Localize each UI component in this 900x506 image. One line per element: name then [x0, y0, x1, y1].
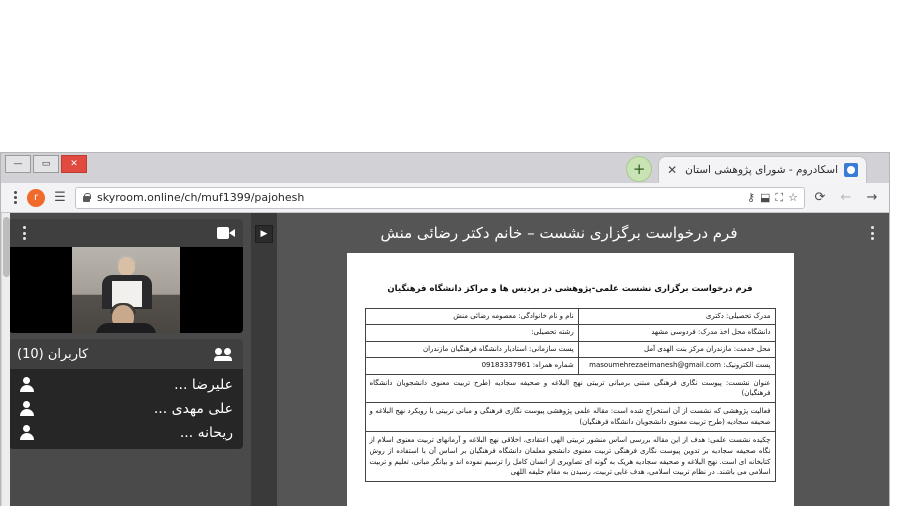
tab-close-icon[interactable]: ✕ — [667, 163, 678, 177]
document-paragraph-source-activity: فعالیت پژوهشی که نشست از آن استخراج شده است: مقاله علمی پژوهشی پیوست نگاری فرهنگی و مبانی تربیتی با رویکرد نهج البلاغه و صحیفه سجادیه (طرح تربیت معنوی دانشجویان دانشگاه فرهنگیان) — [365, 403, 776, 432]
participants-panel — [9, 339, 243, 449]
table-row — [365, 325, 775, 341]
tab-strip — [1, 153, 889, 183]
tab-favicon-icon — [844, 163, 858, 177]
video-panel-header — [9, 219, 243, 247]
translate-icon[interactable]: ⬓ — [760, 191, 771, 204]
table-row — [365, 358, 775, 374]
maximize-button[interactable]: ▭ — [33, 155, 59, 173]
table-cell: شماره همراه: 09183337961 — [365, 358, 578, 374]
reload-icon[interactable]: ⟳ — [814, 190, 826, 205]
applicant-info-table — [365, 308, 776, 375]
participants-list — [9, 369, 243, 449]
person-icon — [19, 401, 34, 417]
profile-avatar[interactable]: r — [27, 189, 45, 207]
table-cell: رشته تحصیلی: — [365, 325, 578, 341]
browser-tab[interactable] — [658, 156, 867, 183]
browser-menu-icon[interactable] — [7, 191, 23, 204]
stage-left-strip — [251, 213, 277, 506]
shared-document — [347, 253, 794, 506]
list-item[interactable] — [9, 421, 243, 445]
person-icon — [19, 425, 34, 441]
video-person-head — [118, 257, 135, 276]
key-icon[interactable]: ⚷ — [746, 191, 756, 204]
video-stream — [72, 247, 180, 333]
forward-icon[interactable]: ← — [840, 190, 852, 205]
shared-document-viewport[interactable] — [251, 253, 889, 506]
document-paragraph-session-title: عنوان نشست: پیوست نگاری فرهنگی مبتنی برمبانی تربیتی نهج البلاغه و صحیفه سجادیه (طرح تربیت معنوی دانشجویان دانشگاه فرهنگیان) — [365, 375, 776, 404]
window-controls — [5, 155, 87, 173]
table-cell: مدرک تحصیلی: دکتری — [578, 308, 775, 324]
video-panel — [9, 219, 243, 333]
url-text: skyroom.online/ch/muf1399/pajohesh — [97, 191, 305, 204]
minimize-button[interactable]: — — [5, 155, 31, 173]
stage-menu-icon[interactable] — [865, 226, 879, 240]
person-icon — [19, 377, 34, 393]
meeting-sidebar — [1, 213, 251, 506]
video-tile[interactable] — [9, 247, 243, 333]
page-scrollbar[interactable] — [1, 213, 10, 506]
table-row — [365, 341, 775, 357]
video-person2-body — [96, 323, 156, 333]
new-tab-button[interactable]: + — [626, 156, 652, 182]
participants-title: کاربران (10) — [17, 346, 89, 362]
bookmark-star-icon[interactable]: ☆ — [788, 191, 798, 204]
navigation-bar — [1, 183, 889, 213]
tab-title: اسکادروم - شورای پژوهشی استان — [685, 164, 838, 176]
back-icon[interactable]: → — [866, 190, 878, 205]
video-panel-menu-icon[interactable] — [17, 226, 31, 240]
meeting-stage — [251, 213, 889, 506]
address-bar[interactable] — [75, 187, 805, 209]
table-row — [365, 308, 775, 324]
participant-name: علی مهدی ... — [153, 401, 233, 417]
scrollbar-thumb[interactable] — [3, 217, 10, 277]
table-cell: پست الکترونیک: masoumehrezaeimanesh@gmail.com — [578, 358, 775, 374]
meeting-page — [1, 213, 889, 506]
document-title: فرم درخواست برگزاری نشست علمی-پژوهشی در پردیس ها و مراکز دانشگاه فرهنگیان — [387, 284, 753, 294]
camera-icon — [217, 227, 235, 239]
table-cell: نام و نام خانوادگی: معصومه رضائی منش — [365, 308, 578, 324]
play-presentation-button[interactable]: ▶ — [255, 225, 273, 243]
stage-header — [251, 213, 889, 253]
document-paragraph-abstract: چکیده نشست علمی: هدف از این مقاله بررسی اساس منشور تربیتی الهی اعتقادی، اخلاقی نهج البلاغه و آرمانهای تربیت معنوی اسلام از نگاه صحیفه سجادیه بر تدوین پیوست نگاری فرهنگی تربیت معنوی دانشجو معلمان دانشگاه فرهنگیان بر اساس آن با استفاده از روش کتابخانه ای است. نهج البلاغه و صحیفه سجادیه هریک به گونه ای تصاویری از انسان کامل را ترسیم نموده اند و بیانگر مبانی، تعلیم و تربیت اسلامی می باشند. در نظام تربیت اسلامی، هدف غایی تربیت، رسیدن به مقام خلیفه اللهی — [365, 432, 776, 482]
list-item[interactable] — [9, 397, 243, 421]
close-button[interactable]: ✕ — [61, 155, 87, 173]
list-item[interactable] — [9, 373, 243, 397]
table-cell: دانشگاه محل اخذ مدرک: فردوسی مشهد — [578, 325, 775, 341]
browser-window — [0, 152, 890, 506]
lock-icon — [82, 192, 91, 203]
presentation-title: فرم درخواست برگزاری نشست – خانم دکتر رضائی منش — [380, 224, 738, 242]
table-cell: محل خدمت: مازندران مرکز بنت الهدی آمل — [578, 341, 775, 357]
reading-list-icon[interactable]: ☰ — [54, 190, 66, 205]
participants-header — [9, 339, 243, 369]
people-icon — [215, 348, 235, 361]
participant-name: علیرضا ... — [174, 377, 233, 393]
address-bar-actions — [747, 192, 798, 203]
zoom-icon[interactable]: ⛶ — [775, 191, 784, 204]
table-cell: پست سازمانی: استادیار دانشگاه فرهنگیان مازندران — [365, 341, 578, 357]
participant-name: ریحانه ... — [179, 425, 233, 441]
